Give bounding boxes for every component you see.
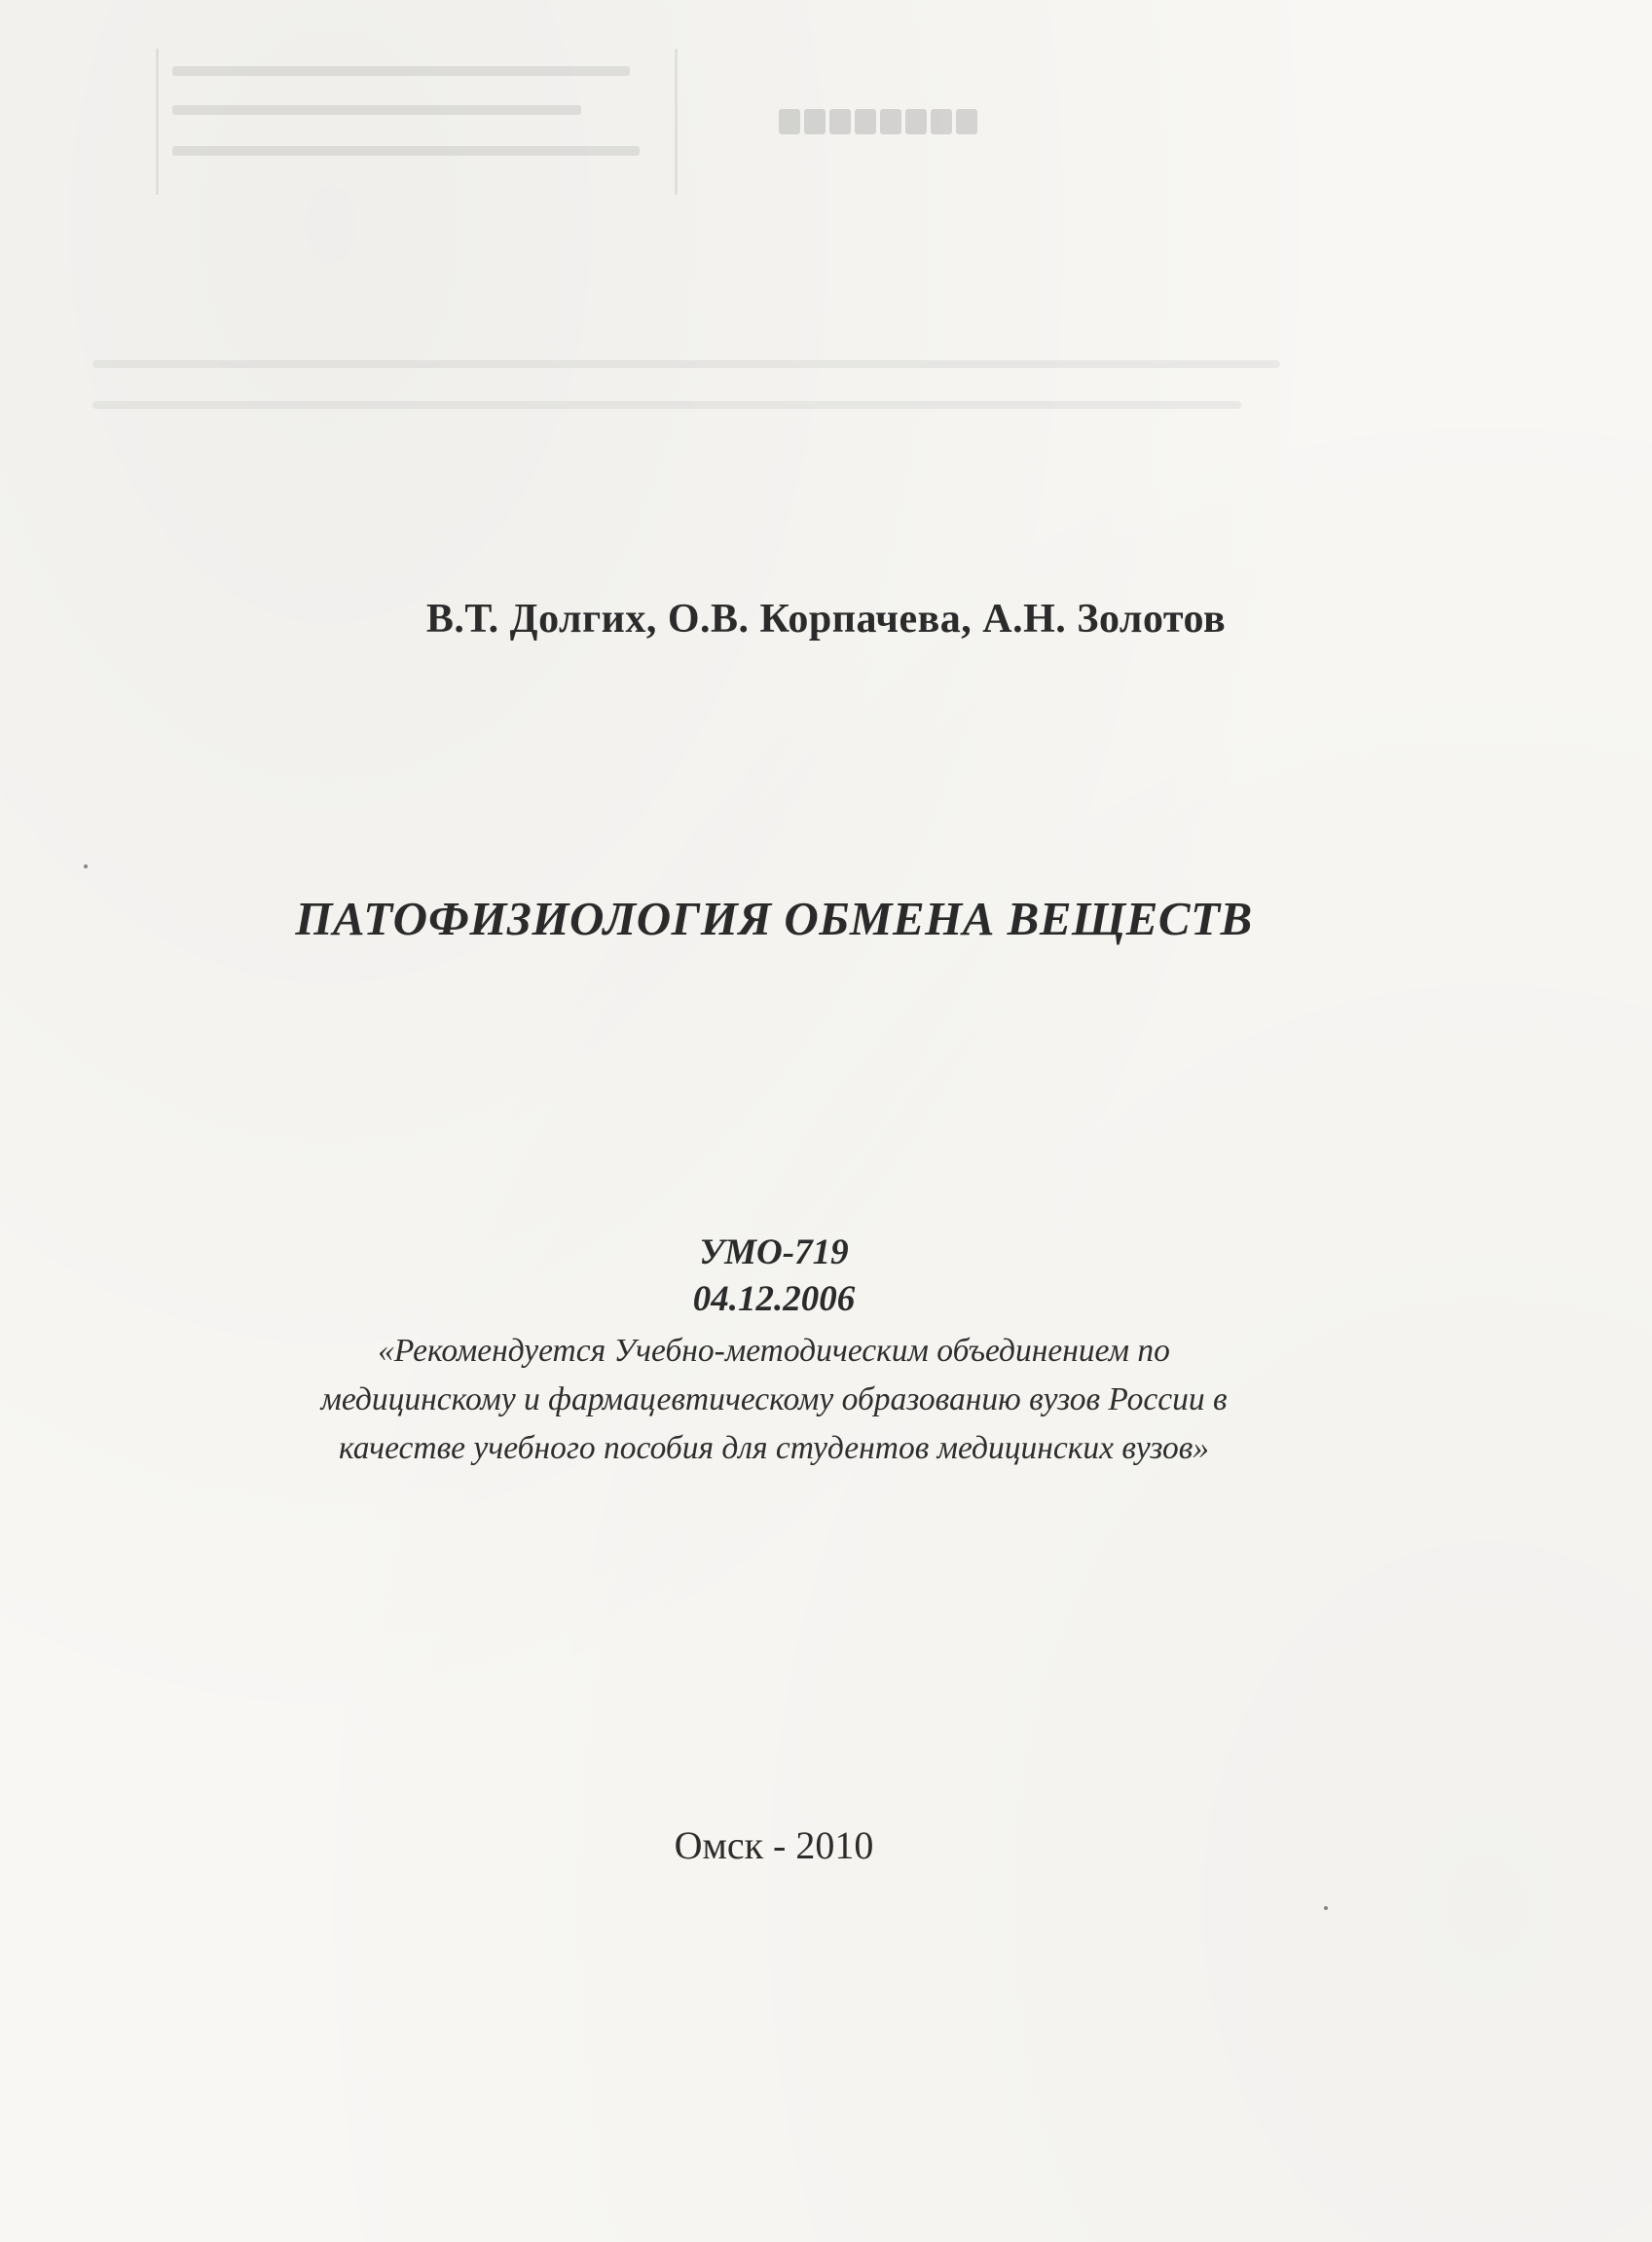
recommendation-line: качестве учебного пособия для студентов медицинских вузов» bbox=[338, 1430, 1210, 1466]
faded-stamp-mark bbox=[156, 49, 678, 195]
scan-speck bbox=[1324, 1906, 1328, 1910]
show-through-line-mark bbox=[92, 360, 1280, 368]
show-through-line-mark bbox=[92, 401, 1241, 409]
approval-code: УМО-719 bbox=[699, 1232, 849, 1272]
imprint-city-year: Омск - 2010 bbox=[674, 1823, 874, 1867]
recommendation-line: медицинскому и фармацевтическому образованию вузов России в bbox=[320, 1381, 1228, 1417]
recommendation-text bbox=[195, 1327, 1353, 1473]
document-title: ПАТОФИЗИОЛОГИЯ ОБМЕНА ВЕЩЕСТВ bbox=[295, 892, 1253, 945]
authors-line: В.Т. Долгих, О.В. Корпачева, А.Н. Золотов bbox=[425, 597, 1227, 642]
approval-date: 04.12.2006 bbox=[692, 1279, 856, 1319]
recommendation-line: «Рекомендуется Учебно-методическим объединением по bbox=[378, 1333, 1170, 1369]
scan-speck bbox=[84, 864, 88, 868]
show-through-text-mark bbox=[779, 109, 1071, 148]
